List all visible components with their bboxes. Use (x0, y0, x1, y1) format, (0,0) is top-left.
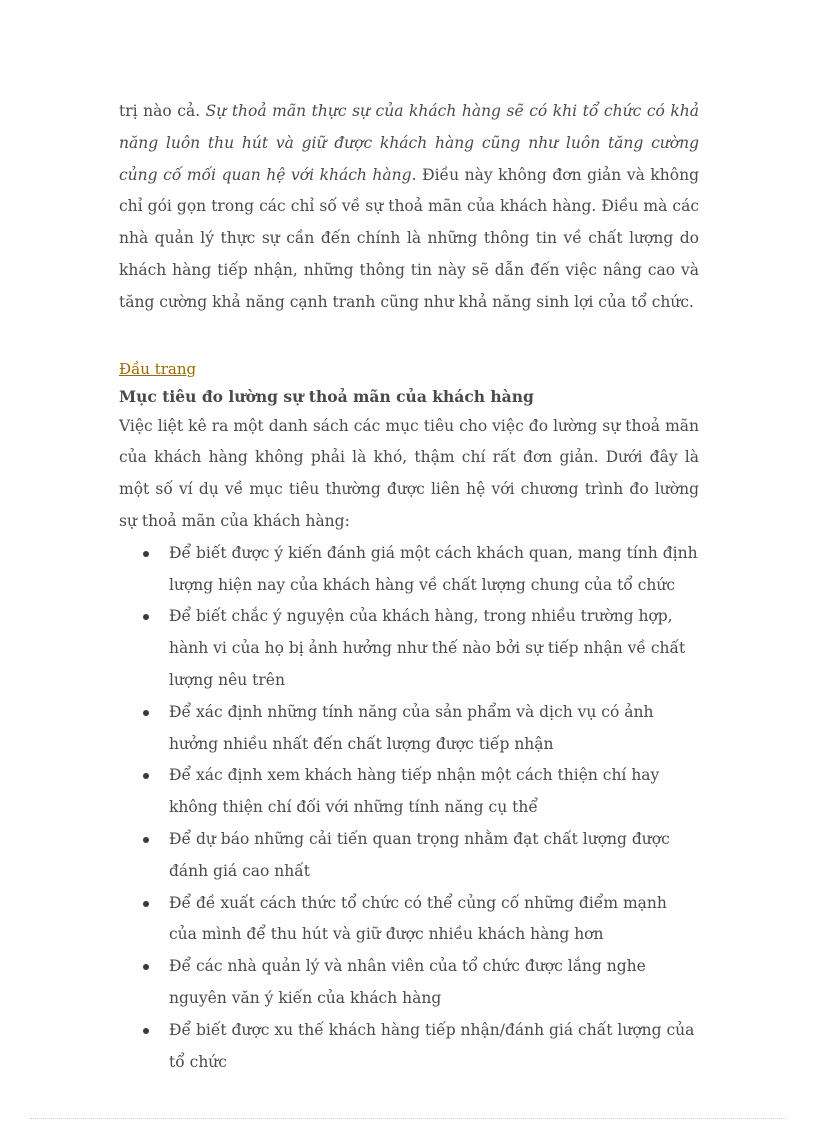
bullet-icon (143, 901, 149, 907)
bullet-icon (143, 710, 149, 716)
page-bottom-divider (30, 1118, 786, 1119)
list-item-text: Để các nhà quản lý và nhân viên của tổ chức được lắng nghe nguyên văn ý kiến của khách hàng (169, 957, 646, 1007)
section-heading: Mục tiêu đo lường sự thoả mãn của khách hàng (119, 386, 534, 406)
para-italic: Sự thoả mãn thực sự của khách hàng sẽ có khi tổ chức có khả năng luôn thu hút và giữ được khách hàng cũng như luôn tăng cường củng cố mối quan hệ với khách hàng (119, 102, 699, 184)
intro-paragraph: Việc liệt kê ra một danh sách các mục tiêu cho việc đo lường sự thoả mãn của khách hàng không phải là khó, thậm chí rất đơn giản. Dưới đây là một số ví dụ về mục tiêu thường được liên hệ với chương trình đo lường sự thoả mãn của khách hàng: (119, 416, 699, 530)
bullet-icon (143, 837, 149, 843)
top-of-page-link[interactable]: Đầu trang (119, 359, 197, 378)
list-item-text: Để xác định xem khách hàng tiếp nhận một cách thiện chí hay không thiện chí đối với những tính năng cụ thể (169, 766, 660, 817)
para-lead: trị nào cả. (119, 102, 206, 120)
list-item (119, 697, 699, 761)
objectives-list (119, 538, 699, 1079)
bullet-icon (143, 964, 149, 970)
list-item (119, 888, 699, 952)
para-rest: . Điều này không đơn giản và không chỉ gói gọn trong các chỉ số về sự thoả mãn của khách hàng. Điều mà các nhà quản lý thực sự cần đến chính là những thông tin về chất lượng do khách hàng tiếp nhận, những thông tin này sẽ dẫn đến việc nâng cao và tăng cường khả năng cạnh tranh cũng như khả năng sinh lợi của tổ chức. (119, 165, 699, 311)
list-item-text: Để biết được xu thế khách hàng tiếp nhận/đánh giá chất lượng của tổ chức (169, 1020, 695, 1071)
bullet-icon (143, 614, 149, 620)
list-item (119, 538, 699, 602)
bullet-icon (143, 1028, 149, 1034)
bullet-icon (143, 773, 149, 779)
list-item-text: Để dự báo những cải tiến quan trọng nhằm đạt chất lượng được đánh giá cao nhất (169, 829, 670, 880)
list-item (119, 1015, 699, 1079)
document-page (119, 96, 699, 1078)
list-item (119, 951, 699, 1015)
bullet-icon (143, 551, 149, 557)
list-item-text: Để đề xuất cách thức tổ chức có thể củng cố những điểm mạnh của mình để thu hút và giữ được nhiều khách hàng hơn (169, 893, 667, 944)
paragraph-satisfaction (119, 96, 699, 319)
list-item-text: Để biết chắc ý nguyện của khách hàng, trong nhiều trường hợp, hành vi của họ bị ảnh hưởng như thế nào bởi sự tiếp nhận về chất lượng nêu trên (169, 607, 686, 689)
list-item (119, 760, 699, 824)
list-item (119, 824, 699, 888)
list-item-text: Để biết được ý kiến đánh giá một cách khách quan, mang tính định lượng hiện nay của khách hàng về chất lượng chung của tổ chức (169, 543, 698, 594)
list-item (119, 601, 699, 696)
list-item-text: Để xác định những tính năng của sản phẩm và dịch vụ có ảnh hưởng nhiều nhất đến chất lượng được tiếp nhận (169, 702, 654, 753)
